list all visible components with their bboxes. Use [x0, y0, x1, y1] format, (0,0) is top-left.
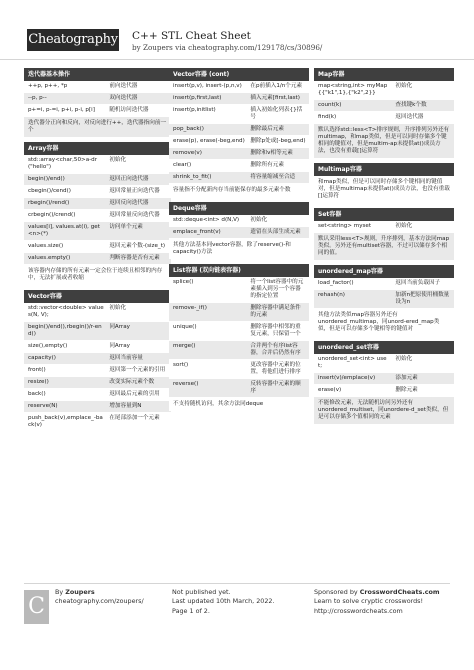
row-value: 在p前插入1/n个元素	[250, 83, 303, 89]
row-key: begin()/end()	[28, 175, 65, 182]
row-value: 前向迭代器	[109, 83, 138, 89]
row-value: 在尾部添加一个元素	[109, 414, 160, 421]
section-note: 其他方法类似map容器另外还有unordered_multimap，同unord-ered_map类似，但是可以存储多个键相等的键值对	[314, 309, 454, 336]
row-value: 返回反向迭代器	[109, 199, 149, 206]
table-row	[24, 353, 171, 365]
row-key: reserve(N)	[28, 402, 58, 409]
row-value: 删除容器中相邻的重复元素，只保留一个	[250, 323, 301, 337]
row-key: emplace_front(v)	[173, 228, 221, 235]
row-value: 更改容器中元素的位置，将他们进行排序	[250, 361, 301, 375]
row-key: pop_back()	[173, 125, 204, 132]
table-row	[169, 136, 309, 148]
row-key: size(),empty()	[28, 342, 68, 349]
row-key: erase(v)	[318, 386, 342, 393]
row-key: front()	[28, 366, 46, 373]
table-row	[169, 360, 309, 379]
row-value: 返回常量正向迭代器	[109, 187, 160, 194]
row-value: 删除元素	[395, 386, 418, 393]
section	[169, 264, 309, 411]
row-key: insert(v)/emplace(v)	[318, 374, 376, 381]
table-row	[24, 341, 171, 353]
row-value: 初始化	[395, 355, 413, 362]
row-value: 删除p处或[-beg,end)	[250, 137, 306, 144]
table-row	[169, 215, 309, 227]
row-value: 将一个list容器中的元素插入到另一个容器的指定位置	[250, 278, 304, 299]
table-row	[169, 124, 309, 136]
row-value: 添加元素	[395, 374, 418, 381]
column-2	[169, 68, 309, 416]
row-value: 同Array	[109, 323, 130, 330]
table-row	[24, 241, 171, 253]
section-title: Map容器	[314, 68, 454, 81]
table-row	[169, 227, 309, 239]
row-key: capacity()	[28, 354, 56, 361]
section	[169, 68, 309, 197]
row-key: clear()	[173, 161, 192, 168]
section-title: Multimap容器	[314, 163, 454, 176]
row-key: push_back(v),emplace_-back(v)	[28, 414, 103, 428]
table-row	[169, 105, 309, 124]
section-title: Array容器	[24, 142, 171, 155]
row-key: unordered_set<int> uset;	[318, 355, 387, 369]
author-info: By Zoupers cheatography.com/zoupers/	[55, 588, 144, 606]
table-row	[24, 174, 171, 186]
row-value: 初始化	[109, 304, 127, 311]
section	[169, 202, 309, 259]
section	[24, 290, 171, 432]
table-row	[24, 81, 171, 93]
section-note: 不支持随机访问，其余方法同deque	[169, 398, 309, 411]
byline-link[interactable]: by Zoupers via cheatography.com/129178/cs/30896/	[132, 43, 323, 52]
row-value: 同Array	[109, 342, 130, 349]
section	[24, 68, 171, 137]
row-key: reverse()	[173, 380, 199, 387]
row-key: values.empty()	[28, 254, 71, 261]
table-row	[169, 379, 309, 398]
row-key: set<string> myset	[318, 222, 372, 229]
table-row	[24, 322, 171, 341]
cheatography-c-icon: C	[24, 590, 49, 624]
row-value: 双向迭代器	[109, 94, 138, 101]
table-row	[169, 93, 309, 105]
table-row	[24, 105, 171, 117]
section	[314, 265, 454, 336]
table-row	[24, 303, 171, 322]
section-title: Deque容器	[169, 202, 309, 215]
row-value: 初始化	[395, 222, 413, 229]
table-row	[314, 385, 454, 397]
row-value: 返回迭代器	[395, 113, 424, 120]
row-key: insert(p,v), insert-(p,n,v)	[173, 83, 242, 89]
cheatography-logo[interactable]: Cheatography	[27, 29, 119, 51]
table-row	[24, 155, 171, 174]
row-value: 合并两个有序list容器，合并后仍然有序	[250, 342, 301, 356]
row-key: count(k)	[318, 101, 342, 108]
table-row	[169, 277, 309, 303]
row-value: 访问单个元素	[109, 223, 143, 230]
table-row	[169, 160, 309, 172]
section	[314, 163, 454, 203]
row-value: 插入元素[first,last)	[250, 94, 300, 101]
row-value: 初始化	[395, 83, 413, 89]
section-title: Vector容器	[24, 290, 171, 303]
table-row	[24, 389, 171, 401]
section-note: 默认采用less<T>规则，升序排列，基本方法同map类似。另外还有multiset容器，不过可以储存多个相同的值。	[314, 233, 454, 260]
table-row	[314, 81, 454, 100]
row-value: 初始化	[109, 156, 127, 163]
row-value: 反转容器中元素的顺序	[250, 380, 301, 394]
section-note: 该容器内存储的所有元素一定会位于连续且相邻的内存中，无法扩展或者收缩	[24, 265, 171, 285]
section	[314, 208, 454, 260]
row-value: 返回常量反向迭代器	[109, 211, 160, 218]
row-key: begin()/end(),rbegin()/r-end()	[28, 323, 102, 337]
section-title: 迭代器基本操作	[24, 68, 171, 81]
table-row	[24, 210, 171, 222]
row-key: std::deque<int> d(N,V)	[173, 216, 240, 223]
table-row	[314, 100, 454, 112]
section-note: 容量指不分配新内存当前能保存的最多元素个数	[169, 184, 309, 197]
section	[314, 68, 454, 158]
section-title: unordered_set容器	[314, 341, 454, 354]
row-value: 删除和v相等元素	[250, 149, 293, 156]
table-row	[24, 186, 171, 198]
section-note: 和map类似，但是可以同时存储多个键相同的键值对，但是multimap未提供at()成员方法，也没有重载[]运算符	[314, 176, 454, 203]
row-key: load_factor()	[318, 279, 354, 286]
row-key: insert(p,first,last)	[173, 94, 222, 101]
table-row	[314, 278, 454, 290]
section-note: 迭代器分正向和反向，对反向进行++，迭代器指向前一个	[24, 117, 171, 137]
section-title: Vector容器 (cont)	[169, 68, 309, 81]
table-row	[24, 222, 171, 241]
table-row	[24, 198, 171, 210]
row-key: shrink_to_fit()	[173, 173, 212, 180]
row-value: 删除容器中满足条件的元素	[250, 304, 301, 318]
row-key: insert(p,initlist)	[173, 106, 216, 113]
table-row	[24, 93, 171, 105]
row-key: std::vector<double> values(N, V);	[28, 304, 104, 318]
row-key: rbegin()/rend()	[28, 199, 70, 206]
row-value: 返回最后元素的引用	[109, 390, 160, 397]
sponsor-url-link[interactable]: http://crosswordcheats.com	[314, 606, 403, 615]
table-row	[169, 148, 309, 160]
sponsor-info: Sponsored by CrosswordCheats.com Learn to solve cryptic crosswords! http://crosswordcheats.com	[314, 588, 440, 615]
row-value: 返回元素个数-(size_t)	[109, 242, 166, 249]
row-key: sort()	[173, 361, 189, 368]
row-key: --p, p--	[28, 94, 47, 101]
author-link[interactable]: Zoupers	[65, 588, 95, 596]
row-key: ++p, p++, *p	[28, 83, 68, 89]
row-value: 将容量缩减至合适	[250, 173, 296, 180]
section-note: 不能修改元素，无法随机访问另外还有unordered_multiset，同unordere-d_set类似，但是可以存储多个值相同的元素	[314, 397, 454, 424]
row-key: splice()	[173, 278, 194, 285]
section	[24, 142, 171, 285]
column-1	[24, 68, 171, 437]
table-row	[314, 373, 454, 385]
table-row	[24, 365, 171, 377]
table-row	[314, 112, 454, 124]
table-row	[314, 354, 454, 373]
section-title: Set容器	[314, 208, 454, 221]
table-row	[24, 413, 171, 432]
row-value: 判断容器是否有元素	[109, 254, 160, 261]
table-row	[169, 341, 309, 360]
section-title: unordered_map容器	[314, 265, 454, 278]
page-title: C++ STL Cheat Sheet	[132, 30, 251, 42]
row-value: 随机访问迭代器	[109, 106, 149, 113]
column-3	[314, 68, 454, 429]
row-value: 返回第一个元素的引用	[109, 366, 166, 373]
row-value: 遗留在头部生成元素	[250, 228, 301, 235]
row-key: cbegin()/cend()	[28, 187, 71, 194]
row-key: erase(p), erase(-beg,end)	[173, 137, 245, 144]
row-key: p+=i, p-=i, p+i, p-i, p[i]	[28, 106, 95, 113]
table-row	[169, 303, 309, 322]
row-value: 返回正向迭代器	[109, 175, 149, 182]
section-title: List容器 (双向链表容器)	[169, 264, 309, 277]
table-row	[24, 377, 171, 389]
row-value: 返回当前容量	[109, 354, 143, 361]
section-note: 默认选择std::less<T>排序规则，升序排列另外还有multimap，和map类似，但是可以同时存储多个键相同的键值对，但是multim-ap未提供at()成员方法，也没有重载[]运算符	[314, 124, 454, 158]
row-key: std::array<char,50>a-dr("hello")	[28, 156, 98, 170]
row-value: 返回当前负载因子	[395, 279, 441, 286]
sponsor-link[interactable]: CrosswordCheats.com	[359, 588, 440, 596]
table-row	[169, 322, 309, 341]
row-value: 初始化	[250, 216, 268, 223]
row-value: 插入初始化列表{}括号	[250, 106, 303, 120]
table-row	[169, 81, 309, 93]
row-value: 加新n把原使用桶数量设为n	[395, 291, 450, 305]
publish-info: Not published yet. Last updated 10th March, 2022. Page 1 of 2.	[172, 588, 275, 615]
row-key: rehash(n)	[318, 291, 345, 298]
row-key: values[i], values.at(i), get<n>(*)	[28, 223, 100, 237]
table-row	[24, 253, 171, 265]
table-row	[169, 172, 309, 184]
row-key: remove(v)	[173, 149, 202, 156]
row-key: resize()	[28, 378, 49, 385]
author-url-link[interactable]: cheatography.com/zoupers/	[55, 597, 144, 606]
row-value: 增加容量到N	[109, 402, 142, 409]
row-key: remove-_if()	[173, 304, 207, 311]
row-value: 删除最后元素	[250, 125, 284, 132]
row-value: 改变实际元素个数	[109, 378, 155, 385]
row-key: unique()	[173, 323, 197, 330]
row-key: crbegin()/crend()	[28, 211, 76, 218]
row-key: merge()	[173, 342, 196, 349]
table-row	[24, 401, 171, 413]
row-key: back()	[28, 390, 46, 397]
row-key: map<string,int> myMap{{"k1",1},{"k2",2}}	[318, 83, 388, 96]
row-value: 删除所有元素	[250, 161, 284, 168]
section	[314, 341, 454, 424]
page-footer	[24, 583, 450, 623]
row-key: values.size()	[28, 242, 64, 249]
page-header	[0, 0, 474, 60]
row-value: 查找键k个数	[395, 101, 427, 108]
table-row	[314, 290, 454, 309]
section-note: 其他方法基本同vector容器，除了reserve()-和capacity()方法	[169, 239, 309, 259]
table-row	[314, 221, 454, 233]
row-key: find(k)	[318, 113, 337, 120]
